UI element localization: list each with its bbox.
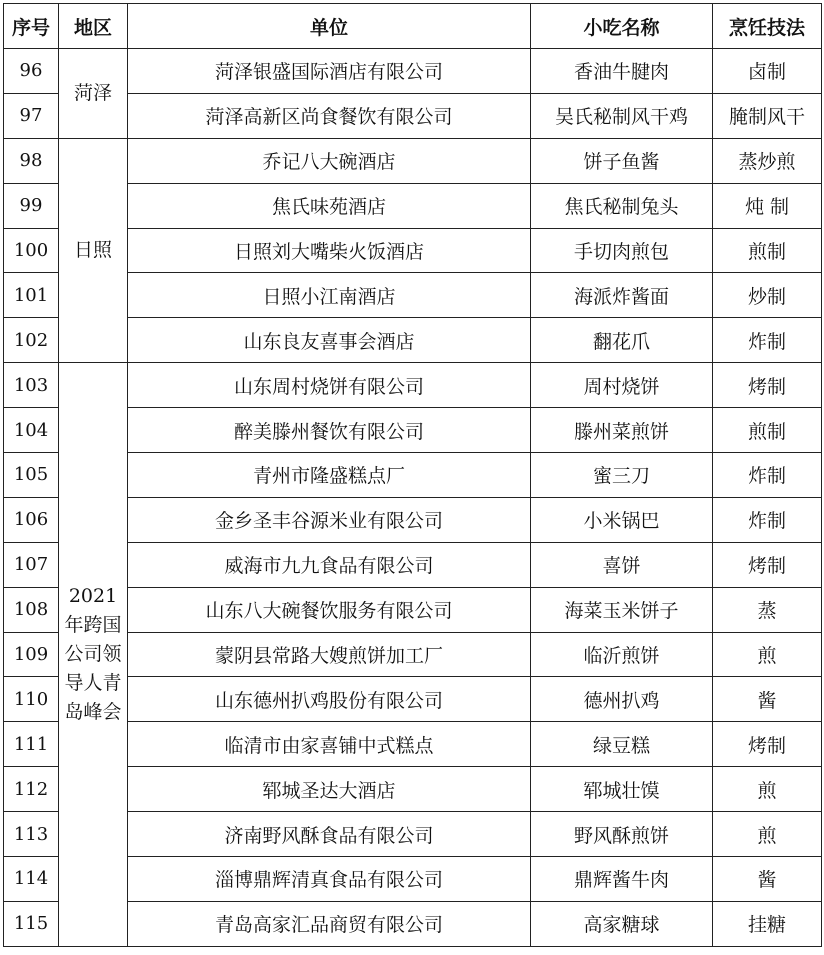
row-no: 99	[4, 183, 59, 228]
region-cell: 日照	[59, 138, 128, 362]
table-row	[4, 49, 822, 94]
header-unit: 单位	[128, 4, 531, 49]
row-snack: 手切肉煎包	[531, 228, 713, 273]
row-no: 110	[4, 677, 59, 722]
row-snack: 小米锅巴	[531, 497, 713, 542]
row-no: 101	[4, 273, 59, 318]
header-region: 地区	[59, 4, 128, 49]
table-row	[4, 138, 822, 183]
row-technique: 煎	[713, 812, 822, 857]
row-no: 105	[4, 453, 59, 498]
row-unit: 临清市由家喜铺中式糕点	[128, 722, 531, 767]
row-unit: 青岛高家汇品商贸有限公司	[128, 901, 531, 946]
row-unit: 山东八大碗餐饮服务有限公司	[128, 587, 531, 632]
row-technique: 煎制	[713, 408, 822, 453]
row-technique: 炸制	[713, 497, 822, 542]
row-unit: 蒙阴县常路大嫂煎饼加工厂	[128, 632, 531, 677]
row-technique: 煎	[713, 632, 822, 677]
row-unit: 济南野风酥食品有限公司	[128, 812, 531, 857]
row-unit: 菏泽银盛国际酒店有限公司	[128, 49, 531, 94]
row-snack: 香油牛腱肉	[531, 49, 713, 94]
row-technique: 炸制	[713, 453, 822, 498]
row-snack: 绿豆糕	[531, 722, 713, 767]
row-snack: 蜜三刀	[531, 453, 713, 498]
row-unit: 山东良友喜事会酒店	[128, 318, 531, 363]
row-unit: 菏泽高新区尚食餐饮有限公司	[128, 93, 531, 138]
row-technique: 蒸炒煎	[713, 138, 822, 183]
row-snack: 野风酥煎饼	[531, 812, 713, 857]
row-snack: 翻花爪	[531, 318, 713, 363]
row-technique: 烤制	[713, 542, 822, 587]
row-snack: 周村烧饼	[531, 363, 713, 408]
row-no: 106	[4, 497, 59, 542]
header-technique: 烹饪技法	[713, 4, 822, 49]
row-unit: 日照小江南酒店	[128, 273, 531, 318]
row-no: 109	[4, 632, 59, 677]
row-no: 111	[4, 722, 59, 767]
header-row	[4, 4, 822, 49]
row-no: 104	[4, 408, 59, 453]
row-no: 96	[4, 49, 59, 94]
row-technique: 炸制	[713, 318, 822, 363]
row-snack: 临沂煎饼	[531, 632, 713, 677]
row-unit: 山东德州扒鸡股份有限公司	[128, 677, 531, 722]
row-technique: 酱	[713, 857, 822, 902]
row-snack: 滕州菜煎饼	[531, 408, 713, 453]
row-snack: 海菜玉米饼子	[531, 587, 713, 632]
row-no: 112	[4, 767, 59, 812]
row-technique: 酱	[713, 677, 822, 722]
row-technique: 蒸	[713, 587, 822, 632]
row-technique: 挂糖	[713, 901, 822, 946]
row-snack: 鼎辉酱牛肉	[531, 857, 713, 902]
header-snack: 小吃名称	[531, 4, 713, 49]
row-snack: 郓城壮馍	[531, 767, 713, 812]
row-no: 100	[4, 228, 59, 273]
row-technique: 腌制风干	[713, 93, 822, 138]
region-cell: 2021年跨国公司领导人青岛峰会	[59, 363, 128, 947]
row-snack: 饼子鱼酱	[531, 138, 713, 183]
row-unit: 金乡圣丰谷源米业有限公司	[128, 497, 531, 542]
row-snack: 吴氏秘制风干鸡	[531, 93, 713, 138]
row-technique: 煎	[713, 767, 822, 812]
row-unit: 日照刘大嘴柴火饭酒店	[128, 228, 531, 273]
row-technique: 炖 制	[713, 183, 822, 228]
row-unit: 威海市九九食品有限公司	[128, 542, 531, 587]
row-unit: 醉美滕州餐饮有限公司	[128, 408, 531, 453]
row-unit: 乔记八大碗酒店	[128, 138, 531, 183]
row-no: 103	[4, 363, 59, 408]
row-unit: 山东周村烧饼有限公司	[128, 363, 531, 408]
row-unit: 青州市隆盛糕点厂	[128, 453, 531, 498]
row-snack: 高家糖球	[531, 901, 713, 946]
row-snack: 海派炸酱面	[531, 273, 713, 318]
row-no: 115	[4, 901, 59, 946]
row-no: 113	[4, 812, 59, 857]
row-snack: 喜饼	[531, 542, 713, 587]
snack-table	[3, 3, 822, 947]
row-unit: 淄博鼎辉清真食品有限公司	[128, 857, 531, 902]
row-snack: 焦氏秘制兔头	[531, 183, 713, 228]
row-technique: 卤制	[713, 49, 822, 94]
table-row	[4, 363, 822, 408]
row-no: 108	[4, 587, 59, 632]
row-snack: 德州扒鸡	[531, 677, 713, 722]
row-technique: 炒制	[713, 273, 822, 318]
row-technique: 烤制	[713, 363, 822, 408]
row-technique: 煎制	[713, 228, 822, 273]
header-no: 序号	[4, 4, 59, 49]
row-unit: 郓城圣达大酒店	[128, 767, 531, 812]
row-no: 102	[4, 318, 59, 363]
row-unit: 焦氏味苑酒店	[128, 183, 531, 228]
row-no: 97	[4, 93, 59, 138]
row-no: 107	[4, 542, 59, 587]
region-cell: 菏泽	[59, 49, 128, 139]
row-no: 114	[4, 857, 59, 902]
row-no: 98	[4, 138, 59, 183]
row-technique: 烤制	[713, 722, 822, 767]
